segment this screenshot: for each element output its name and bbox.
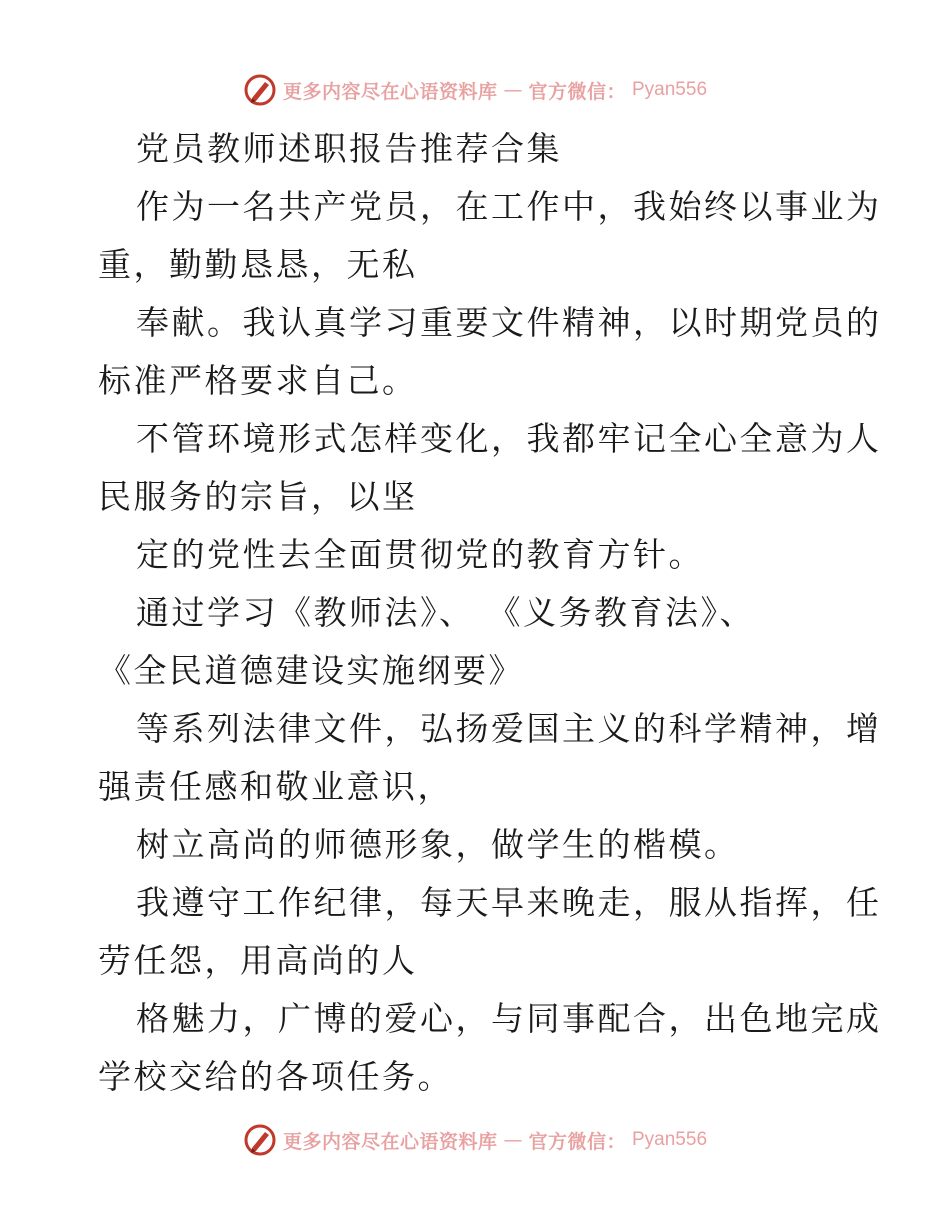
banner-text: 更多内容尽在心语资料库 xyxy=(282,80,498,103)
document-line: 奉献。我认真学习重要文件精神，以时期党员的 xyxy=(136,303,882,342)
document-line: 等系列法律文件，弘扬爱国主义的科学精神，增 xyxy=(136,709,882,748)
document-line: 劳任怨，用高尚的人 xyxy=(98,941,418,980)
banner-label: 官方微信： xyxy=(528,1130,626,1153)
pen-logo-icon xyxy=(243,1123,277,1157)
document-line: 作为一名共产党员，在工作中，我始终以事业为 xyxy=(136,187,882,226)
document-line: 《全民道德建设实施纲要》 xyxy=(98,651,524,690)
document-line: 不管环境形式怎样变化，我都牢记全心全意为人 xyxy=(136,419,882,458)
banner-separator: — xyxy=(503,1129,523,1151)
header-watermark-banner xyxy=(0,70,950,110)
pen-logo-icon xyxy=(243,73,277,107)
document-line: 我遵守工作纪律，每天早来晚走，服从指挥，任 xyxy=(136,883,882,922)
banner-wechat-id: Pyan556 xyxy=(632,1129,708,1150)
document-line: 民服务的宗旨，以坚 xyxy=(98,477,418,516)
document-line: 标准严格要求自己。 xyxy=(98,361,418,400)
banner-text: 更多内容尽在心语资料库 xyxy=(282,1130,498,1153)
document-line: 强责任感和敬业意识， xyxy=(98,767,453,806)
document-line: 党员教师述职报告推荐合集 xyxy=(136,129,562,168)
banner-separator: — xyxy=(503,79,523,101)
document-line: 通过学习《教师法》、 《义务教育法》、 xyxy=(136,593,755,632)
document-line: 树立高尚的师德形象，做学生的楷模。 xyxy=(136,825,740,864)
footer-watermark-banner xyxy=(0,1120,950,1160)
banner-label: 官方微信： xyxy=(528,80,626,103)
document-line: 格魅力，广博的爱心，与同事配合，出色地完成 xyxy=(136,999,882,1038)
document-line: 学校交给的各项任务。 xyxy=(98,1057,453,1096)
document-body xyxy=(98,120,882,1106)
document-line: 定的党性去全面贯彻党的教育方针。 xyxy=(136,535,704,574)
banner-wechat-id: Pyan556 xyxy=(632,79,708,100)
document-line: 重，勤勤恳恳，无私 xyxy=(98,245,418,284)
